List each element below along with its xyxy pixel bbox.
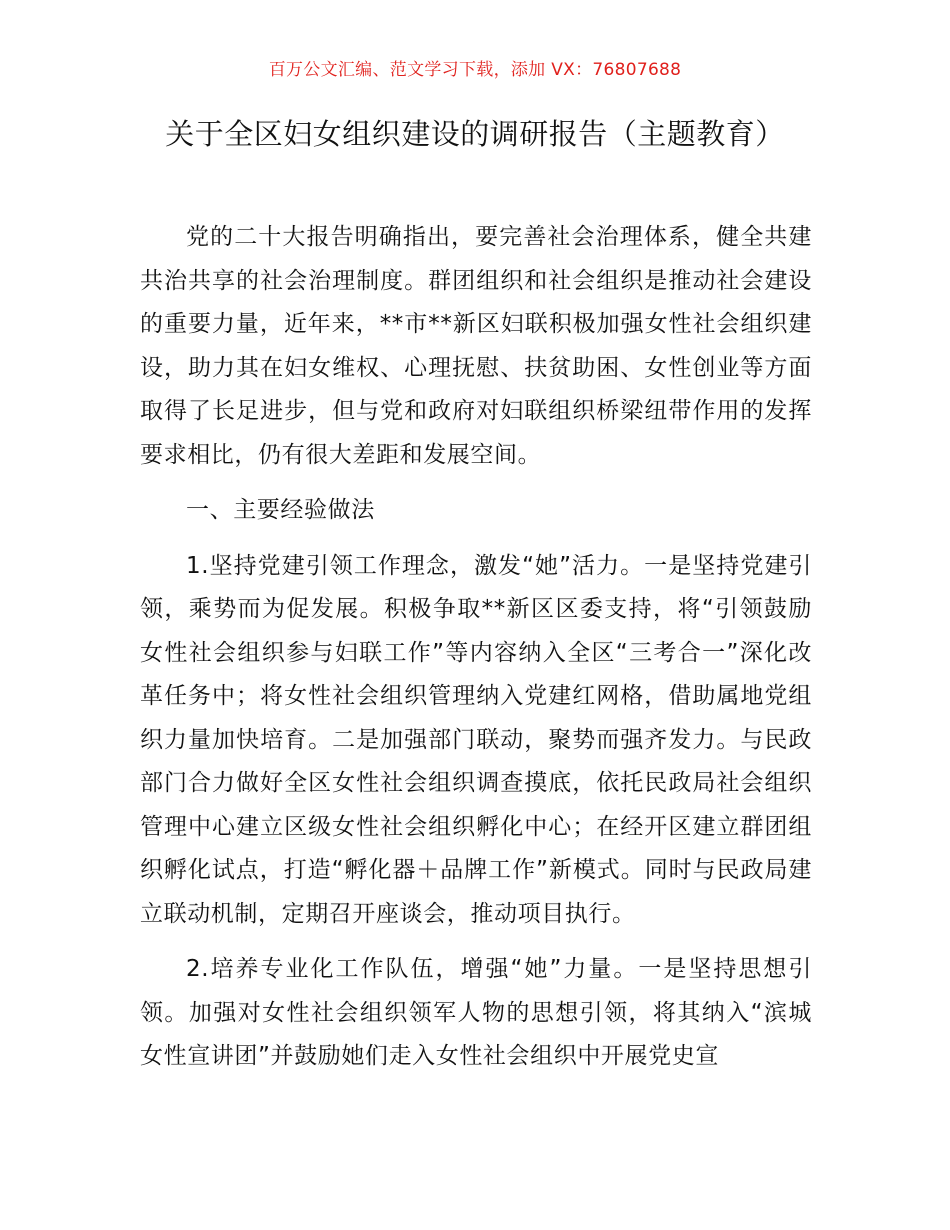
paragraph-point-2: 2.培养专业化工作队伍，增强“她”力量。一是坚持思想引领。加强对女性社会组织领军人物的思想引领，将其纳入“滨城女性宣讲团”并鼓励她们走入女性社会组织中开展党史宣 <box>140 956 812 1069</box>
paragraph-point-1: 1.坚持党建引领工作理念，激发“她”活力。一是坚持党建引领，乘势而为促发展。积极争取**新区区委支持，将“引领鼓励女性社会组织参与妇联工作”等内容纳入全区“三考合一”深化改革任务中；将女性社会组织管理纳入党建红网格，借助属地党组织力量加快培育。二是加强部门联动，聚势而强齐发力。与民政部门合力做好全区女性社会组织调查摸底，依托民政局社会组织管理中心建立区级女性社会组织孵化中心；在经开区建立群团组织孵化试点，打造“孵化器＋品牌工作”新模式。同时与民政局建立联动机制，定期召开座谈会，推动项目执行。 <box>140 552 812 927</box>
document-body <box>140 216 812 1079</box>
section-heading-1: 一、主要经验做法 <box>186 497 375 523</box>
intro-paragraph: 党的二十大报告明确指出，要完善社会治理体系，健全共建共治共享的社会治理制度。群团组织和社会组织是推动社会建设的重要力量，近年来，**市**新区妇联积极加强女性社会组织建设，助力其在妇女维权、心理抚慰、扶贫助困、女性创业等方面取得了长足进步，但与党和政府对妇联组织桥梁纽带作用的发挥要求相比，仍有很大差距和发展空间。 <box>140 224 812 468</box>
watermark-header: 百万公文汇编、范文学习下载，添加 VX：76807688 <box>268 60 682 80</box>
document-title: 关于全区妇女组织建设的调研报告（主题教育） <box>165 117 785 151</box>
